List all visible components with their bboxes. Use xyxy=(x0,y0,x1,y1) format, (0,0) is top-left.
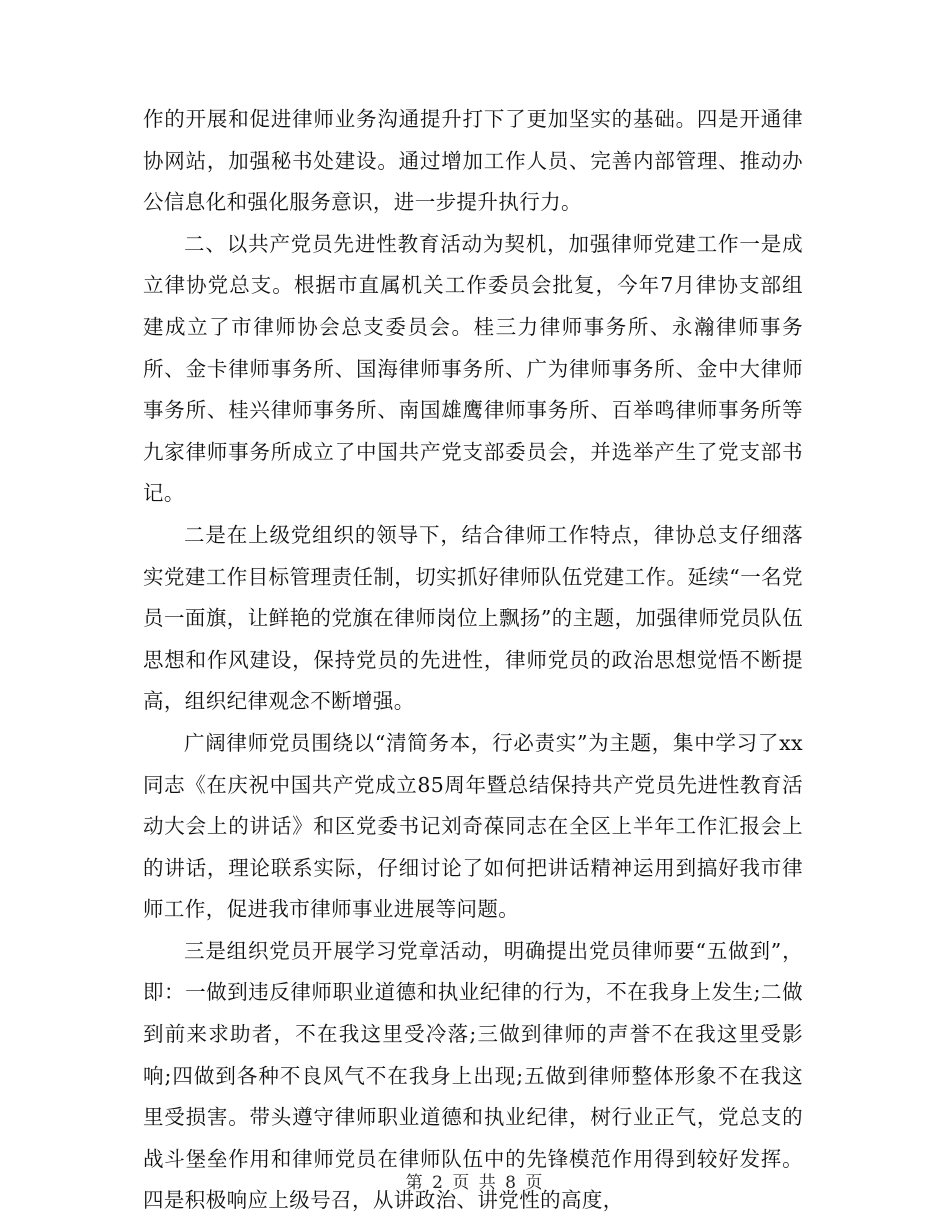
page-number-footer: 第 2 页 共 8 页 xyxy=(405,1173,545,1193)
paragraph-4: 广阔律师党员围绕以“清简务本，行必责实”为主题，集中学习了xx同志《在庆祝中国共产党成立85周年暨总结保持共产党员先进性教育活动大会上的讲话》和区党委书记刘奇葆同志在全区上半年工作汇报会上的讲话，理论联系实际，仔细讨论了如何把讲话精神运用到搞好我市律师工作，促进我市律师事业进展等问题。 xyxy=(143,730,803,922)
document-body xyxy=(143,99,803,1222)
paragraph-2: 二、以共产党员先进性教育活动为契机，加强律师党建工作一是成立律协党总支。根据市直属机关工作委员会批复，今年7月律协支部组建成立了市律师协会总支委员会。桂三力律师事务所、永瀚律师事务所、金卡律师事务所、国海律师事务所、广为律师事务所、金中大律师事务所、桂兴律师事务所、南国雄鹰律师事务所、百举鸣律师事务所等九家律师事务所成立了中国共产党支部委员会，并选举产生了党支部书记。 xyxy=(143,231,803,506)
paragraph-1: 作的开展和促进律师业务沟通提升打下了更加坚实的基础。四是开通律协网站，加强秘书处建设。通过增加工作人员、完善内部管理、推动办公信息化和强化服务意识，进一步提升执行力。 xyxy=(143,107,803,215)
paragraph-3: 二是在上级党组织的领导下，结合律师工作特点，律协总支仔细落实党建工作目标管理责任制，切实抓好律师队伍党建工作。延续“一名党员一面旗，让鲜艳的党旗在律师岗位上飘扬”的主题，加强律师党员队伍思想和作风建设，保持党员的先进性，律师党员的政治思想觉悟不断提高，组织纪律观念不断增强。 xyxy=(143,522,803,714)
paragraph-5: 三是组织党员开展学习党章活动，明确提出党员律师要“五做到”，即：一做到违反律师职业道德和执业纪律的行为，不在我身上发生;二做到前来求助者，不在我这里受冷落;三做到律师的声誉不在我这里受影响;四做到各种不良风气不在我身上出现;五做到律师整体形象不在我这里受损害。带头遵守律师职业道德和执业纪律，树行业正气，党总支的战斗堡垒作用和律师党员在律师队伍中的先锋模范作用得到较好发挥。四是积极响应上级号召，从讲政治、讲党性的高度， xyxy=(143,938,803,1213)
